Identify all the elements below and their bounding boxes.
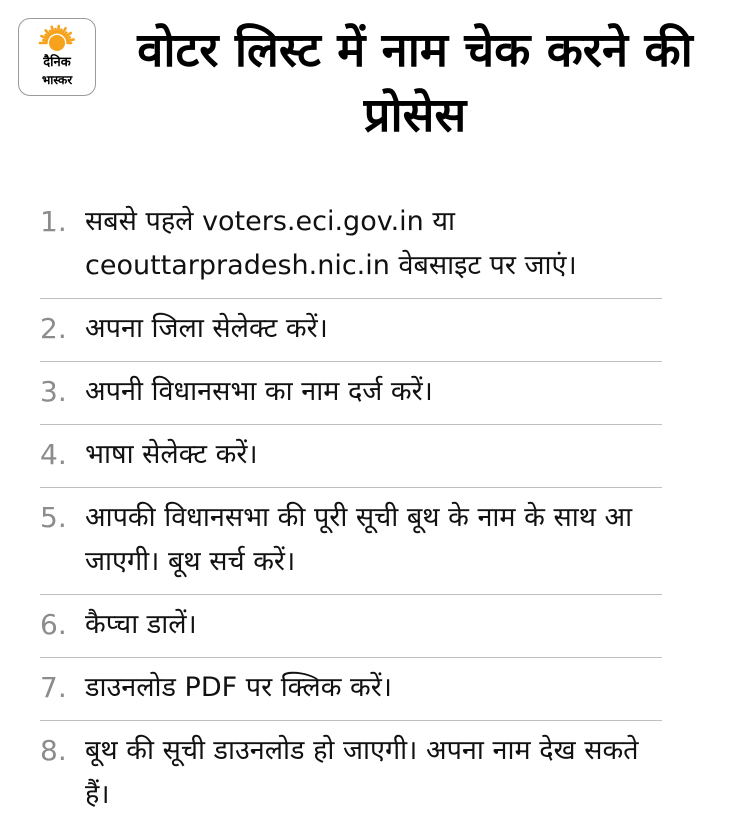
dainik-bhaskar-logo — [18, 18, 96, 96]
sun-ray — [43, 40, 46, 41]
sun-ray — [58, 26, 59, 32]
step-text: भाषा सेलेक्ट करें। — [85, 439, 258, 470]
list-item — [40, 488, 662, 595]
sun-ray — [60, 30, 61, 33]
sun-ray — [67, 39, 73, 40]
logo-text-line1: दैनिक — [43, 55, 71, 70]
step-number: 2. — [40, 312, 67, 345]
step-text: डाउनलोड PDF पर क्लिक करें। — [85, 672, 393, 703]
step-text: अपना जिला सेलेक्ट करें। — [85, 313, 328, 344]
step-text: बूथ की सूची डाउनलोड हो जाएगी। अपना नाम देख सकते हैं। — [85, 735, 639, 810]
sun-ray — [46, 35, 49, 37]
list-item — [40, 721, 662, 827]
step-number: 8. — [40, 734, 67, 767]
step-number: 4. — [40, 438, 67, 471]
list-item — [40, 362, 662, 425]
page-title: वोटर लिस्ट में नाम चेक करने की प्रोसेस — [137, 23, 693, 143]
list-item — [40, 299, 662, 362]
list-item — [40, 595, 662, 658]
step-number: 3. — [40, 375, 67, 408]
steps-list — [0, 192, 730, 827]
step-number: 6. — [40, 608, 67, 641]
step-text: आपकी विधानसभा की पूरी सूची बूथ के नाम के साथ आ जाएगी। बूथ सर्च करें। — [85, 502, 633, 577]
sun-ray — [67, 37, 70, 38]
step-number: 7. — [40, 671, 67, 704]
step-text: सबसे पहले voters.eci.gov.in या ceouttarpradesh.nic.in वेबसाइट पर जाएं। — [85, 206, 577, 281]
step-text: कैप्चा डालें। — [85, 609, 197, 640]
step-text: अपनी विधानसभा का नाम दर्ज करें। — [85, 376, 433, 407]
sun-ray — [64, 33, 66, 36]
step-number: 5. — [40, 501, 67, 534]
sun-ray — [50, 31, 52, 34]
logo-text-line2: भास्कर — [41, 73, 73, 87]
list-item — [40, 658, 662, 721]
list-item — [40, 425, 662, 488]
list-item — [40, 192, 662, 299]
step-number: 1. — [40, 205, 67, 238]
